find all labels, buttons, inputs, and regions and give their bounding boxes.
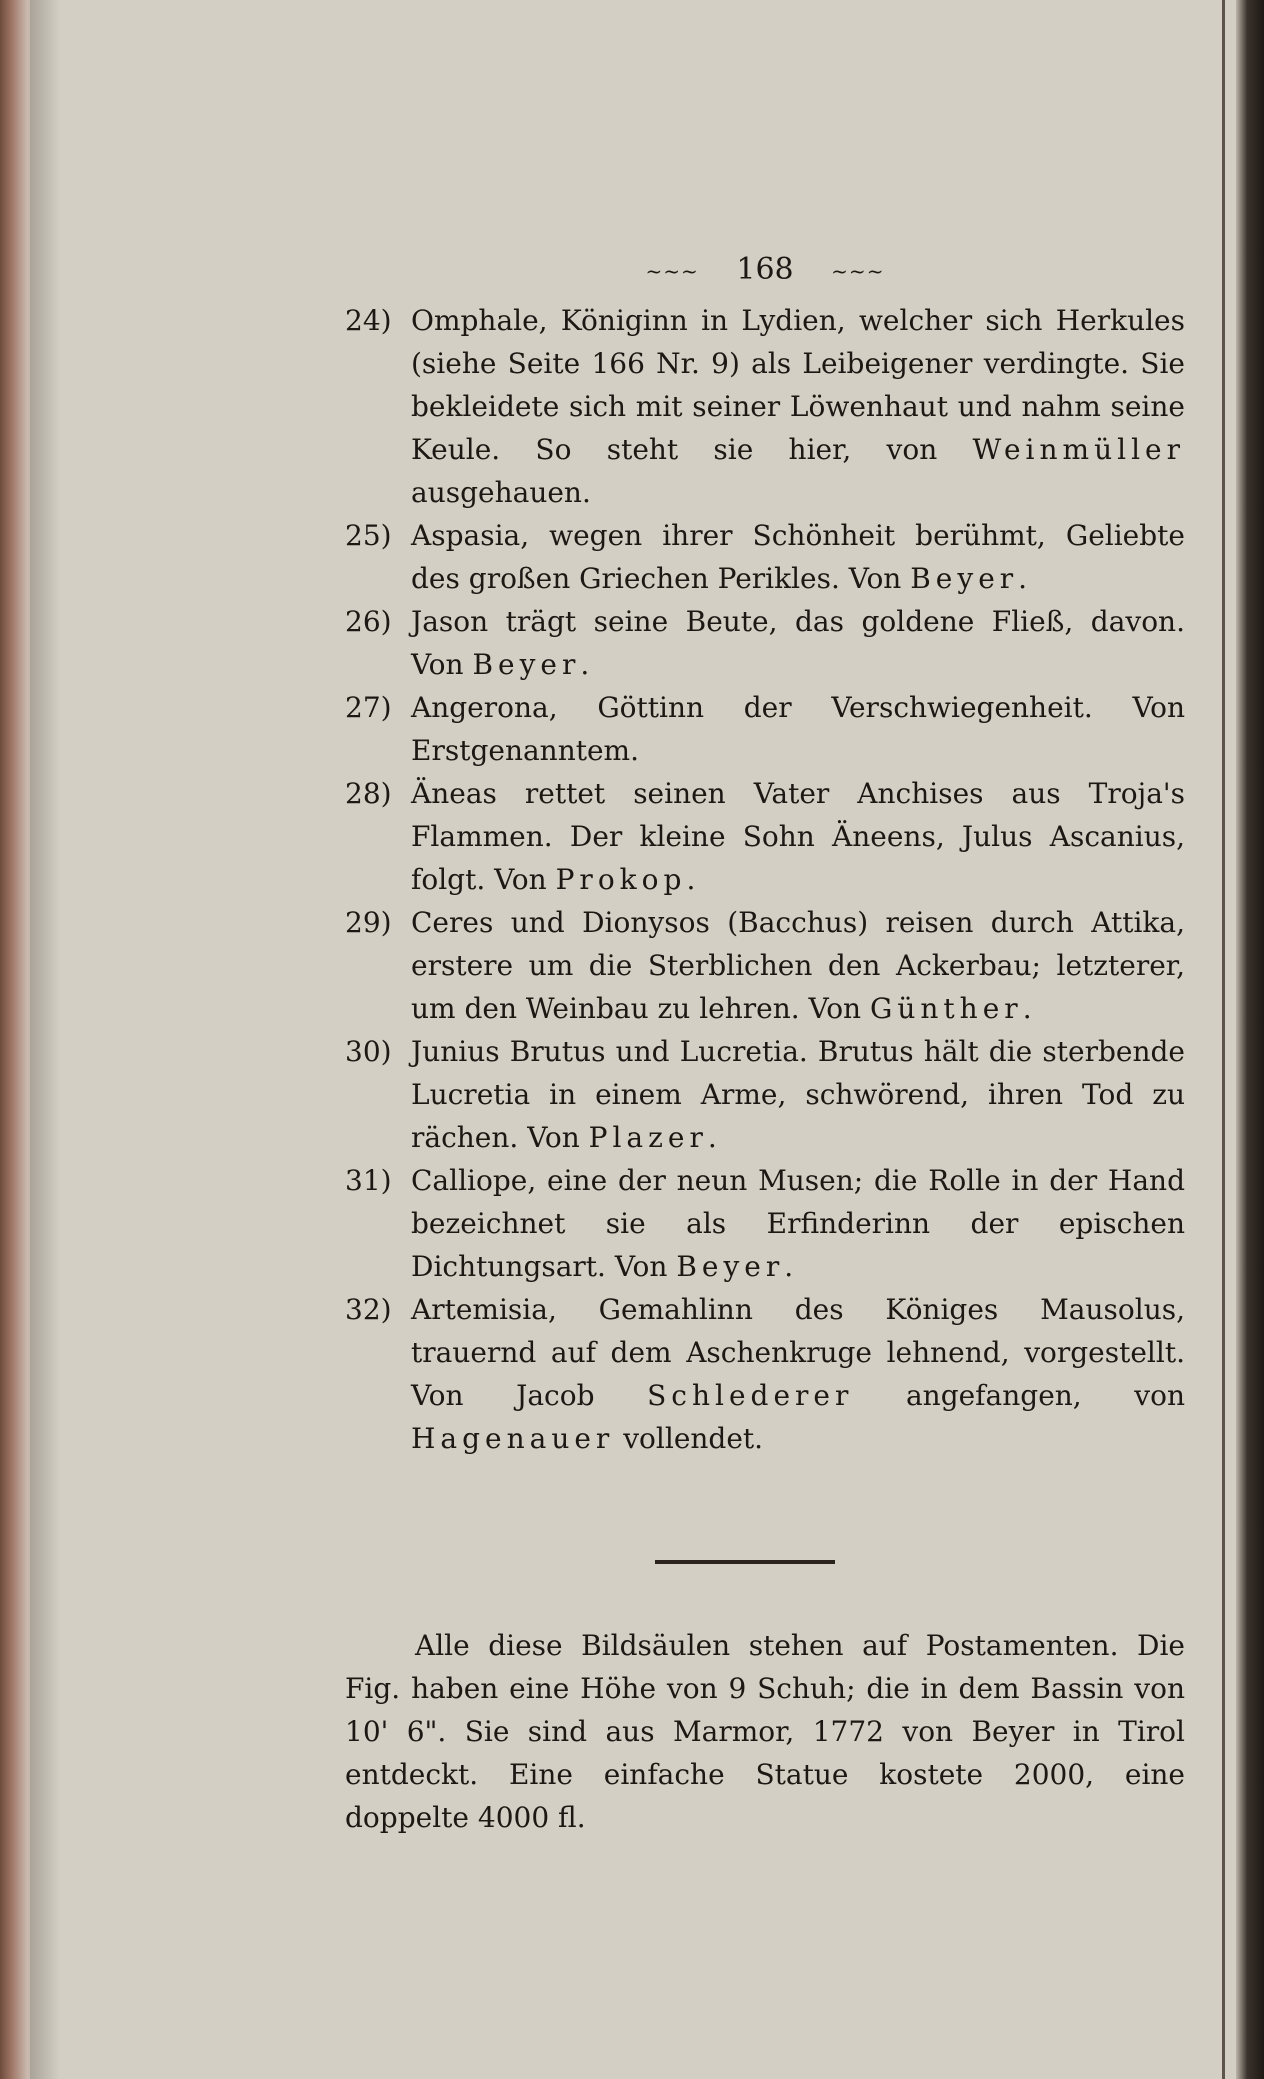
entry-28 — [345, 772, 1185, 901]
page-left-edge — [0, 0, 30, 2079]
entry-text: Artemisia, Gemahlinn des Königes Mausolus, trauernd auf dem Aschenkruge lehnend, vorgestellt. Von Jacob — [411, 1293, 1185, 1412]
sculptor-name-second: Hagenauer — [411, 1422, 615, 1455]
entry-text: Jason trägt seine Beute, das goldene Fließ, davon. Von — [411, 605, 1185, 681]
closing-note: Alle diese Bildsäulen stehen auf Postamenten. Die Fig. haben eine Höhe von 9 Schuh; die in dem Bassin von 10' 6". Sie sind aus Marmor, 1772 von Beyer in Tirol entdeckt. Eine einfache Statue kostete 2000, eine doppelte 4000 fl. — [345, 1629, 1185, 1834]
page-right-margin-line — [1222, 0, 1225, 2079]
entry-text-middle: angefangen, von — [853, 1379, 1185, 1412]
sculptor-name: Beyer — [676, 1250, 785, 1283]
entry-text-end: . — [686, 863, 696, 896]
header-ornament-right: ~~~ — [831, 259, 885, 283]
entry-text: Angerona, Göttinn der Verschwiegenheit. Von Erstgenanntem. — [411, 691, 1185, 767]
entry-text-end: . — [580, 648, 590, 681]
entry-text-end: ausgehauen. — [411, 476, 591, 509]
entry-number: 26) — [345, 605, 392, 638]
entry-26 — [345, 600, 1185, 686]
header-ornament-left: ~~~ — [645, 259, 699, 283]
entry-number: 28) — [345, 777, 392, 810]
page-right-edge — [1236, 0, 1264, 2079]
section-divider — [655, 1560, 835, 1564]
sculptor-name: Beyer — [472, 648, 581, 681]
entry-number: 25) — [345, 519, 392, 552]
entry-31 — [345, 1159, 1185, 1288]
page-gutter-shadow — [30, 0, 60, 2079]
entry-text-end: . — [1022, 992, 1032, 1025]
entry-text-end: . — [707, 1121, 717, 1154]
entry-text: Aspasia, wegen ihrer Schönheit berühmt, Geliebte des großen Griechen Perikles. Von — [411, 519, 1185, 595]
sculptor-name: Plazer — [588, 1121, 708, 1154]
sculptor-name: Beyer — [910, 562, 1019, 595]
entry-text-end: . — [1018, 562, 1028, 595]
page-number: 168 — [736, 252, 794, 287]
entry-text: Omphale, Königinn in Lydien, welcher sich Herkules (siehe Seite 166 Nr. 9) als Leibeigener verdingte. Sie bekleidete sich mit seiner Löwenhaut und nahm seine Keule. So steht sie hier, von — [411, 304, 1185, 466]
entry-text: Junius Brutus und Lucretia. Brutus hält die sterbende Lucretia in einem Arme, schwörend, ihren Tod zu rächen. Von — [411, 1035, 1185, 1154]
entry-number: 32) — [345, 1293, 392, 1326]
entry-25 — [345, 514, 1185, 600]
entry-text-end: vollendet. — [614, 1422, 764, 1455]
entry-29 — [345, 901, 1185, 1030]
sculptor-name: Günther — [870, 992, 1023, 1025]
sculptor-name: Prokop — [555, 863, 687, 896]
sculptor-name: Schlederer — [647, 1379, 854, 1412]
entry-text: Calliope, eine der neun Musen; die Rolle in der Hand bezeichnet sie als Erfinderinn der epischen Dichtungsart. Von — [411, 1164, 1185, 1283]
page-content — [345, 250, 1185, 1839]
entry-number: 31) — [345, 1164, 392, 1197]
entry-27 — [345, 686, 1185, 772]
entry-number: 27) — [345, 691, 392, 724]
sculptor-name: Weinmüller — [972, 433, 1185, 466]
entry-number: 24) — [345, 304, 392, 337]
page-header — [345, 250, 1185, 291]
entry-32 — [345, 1288, 1185, 1460]
entry-24 — [345, 299, 1185, 514]
entry-30 — [345, 1030, 1185, 1159]
entry-text-end: . — [784, 1250, 794, 1283]
entry-number: 30) — [345, 1035, 392, 1068]
entry-number: 29) — [345, 906, 392, 939]
entry-text: Ceres und Dionysos (Bacchus) reisen durch Attika, erstere um die Sterblichen den Ackerbau; letzterer, um den Weinbau zu lehren. Von — [411, 906, 1185, 1025]
entry-text: Äneas rettet seinen Vater Anchises aus Troja's Flammen. Der kleine Sohn Äneens, Julus Ascanius, folgt. Von — [411, 777, 1185, 896]
